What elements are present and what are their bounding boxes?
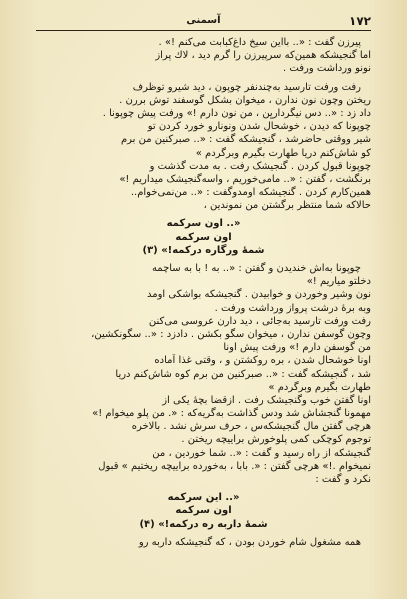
verse-line: «.. این سرکمه — [167, 492, 240, 504]
text-line: اونا خوشحال شدن ، بره روکشتن و ، وقتی غذا آماده — [154, 355, 371, 367]
text-line: چوپونا به‌اش خندیدن و گفتن : «.. به ! با به ساچمه — [151, 263, 361, 274]
text-line: طهارت بگیرم وبرگردم » — [268, 381, 371, 393]
paragraph — [36, 36, 371, 76]
text-line: نون وشیر وخوردن و خوابیدن . گنجیشکه بواشکی اومد — [146, 289, 371, 301]
text-line: کو شاش‌کنم دریا طهارت بگیرم وبرگردم » — [195, 147, 371, 159]
page-header — [36, 14, 371, 30]
text-line: شد ، گنجیشکه گفت : «.. صبرکنین من برم کوه شاش‌کنم دریا — [115, 368, 371, 380]
header-rule — [36, 30, 371, 31]
text-line: من گوسفن دارم !» ورفت پیش اونا — [223, 342, 371, 354]
body-text — [36, 36, 371, 549]
page-number: ۱۷۲ — [349, 14, 371, 28]
text-line: پیرزن گفت : «.. بااین سیخ داغ‌کبابت می‌کنم !» . — [158, 37, 361, 48]
text-line: گنجیشکه از راه رسید و گفت : «.. شما خوردین ، من — [152, 447, 371, 459]
text-line: شیر ووقتی حاضرشد ، گنجیشکه گفت : «.. صبرکنین من برم — [120, 134, 371, 146]
verse-line: شمهٔ ورگاره درکمه!» (۳) — [142, 244, 265, 256]
text-line: چوپونا که دیدن ، خوشحال شدن ونونارو خورد کردن تو — [147, 121, 371, 133]
text-line: هرچی گفتن مال گنجیشکه‌س ، حرف سرش نشد . بالاخره — [131, 421, 371, 433]
text-line: مهمونا گنجشاش شد ودس گذاشت به‌گریه‌که : «. من پلو میخوام !» — [92, 408, 371, 420]
text-line: نونو ورداشت ورفت . — [283, 63, 371, 75]
text-line: همین‌کارم کردن . گنجیشکه اومدوگفت : «.. من‌نمی‌خوام.. — [130, 187, 371, 199]
running-title: آسمنی — [186, 15, 221, 26]
text-line: برنگشت ، گفتن : «.. مامی‌خوریم ، واسه‌گنجیشک میداریم !» — [119, 173, 371, 185]
verse-line: شمهٔ داربه ره درکمه!» (۴) — [139, 518, 268, 530]
text-line: دخلتو میاریم !» — [306, 276, 371, 288]
text-line: نکرد و گفت : — [315, 474, 371, 485]
text-line: چوپونا قبول کردن . گنجیشک رفت . به مدت گذشت و — [149, 160, 371, 172]
verse-line: «.. اون سرکمه — [166, 218, 241, 230]
text-line: همه مشغول شام خوردن بودن ، که گنجیشکه داربه رو — [138, 536, 361, 548]
text-line: توجوم کوچکی کمی پلوخورش براییچه ریختن . — [181, 434, 371, 446]
verse-block — [36, 217, 371, 257]
text-line: وچون گوسفن ندارن ، میخوان سگو بکشن . دادزد : «.. سگونکشین، — [91, 328, 371, 340]
text-line: حالاکه شما منتظر برگشتن من نموندین ، — [203, 200, 371, 212]
verse-block — [36, 491, 371, 531]
text-line: اما گنجیشکه همین‌که سرپیرزن را گرم دید ، لاك پراز — [155, 50, 371, 62]
text-line: رفت ورفت تارسید به‌جائی ، دید دارن عروسی می‌کنن — [148, 315, 371, 327]
text-line: نمیخوام .!» هرچی گفتن : «. بابا ، به‌خورده براییچه ریختیم » قبول — [98, 460, 371, 472]
text-line: داد زد : «.. دس نیگرداریِن ، من نون دارم !» ورفت پیش چوپونا . — [102, 107, 371, 119]
paragraph — [36, 262, 371, 486]
verse-line: اون سرکمه — [175, 505, 232, 517]
verse-line: اون سرکمه — [175, 231, 232, 243]
text-line: ریختن وچون نون ندارن ، میخوان بشکل گوسفند توش بررن . — [119, 94, 371, 106]
paragraph — [36, 81, 371, 213]
text-line: رفت ورفت تارسید به‌چندنفر چوپون ، دید شیرو توظرف — [132, 81, 361, 93]
text-line: وبه برهٔ درشت پرواز ورداشت ورفت . — [214, 302, 371, 314]
paragraph — [36, 536, 371, 549]
text-line: اونا گفتن خوب وگنجیشک رفت . ازقضا بچهٔ یکی از — [162, 394, 371, 406]
